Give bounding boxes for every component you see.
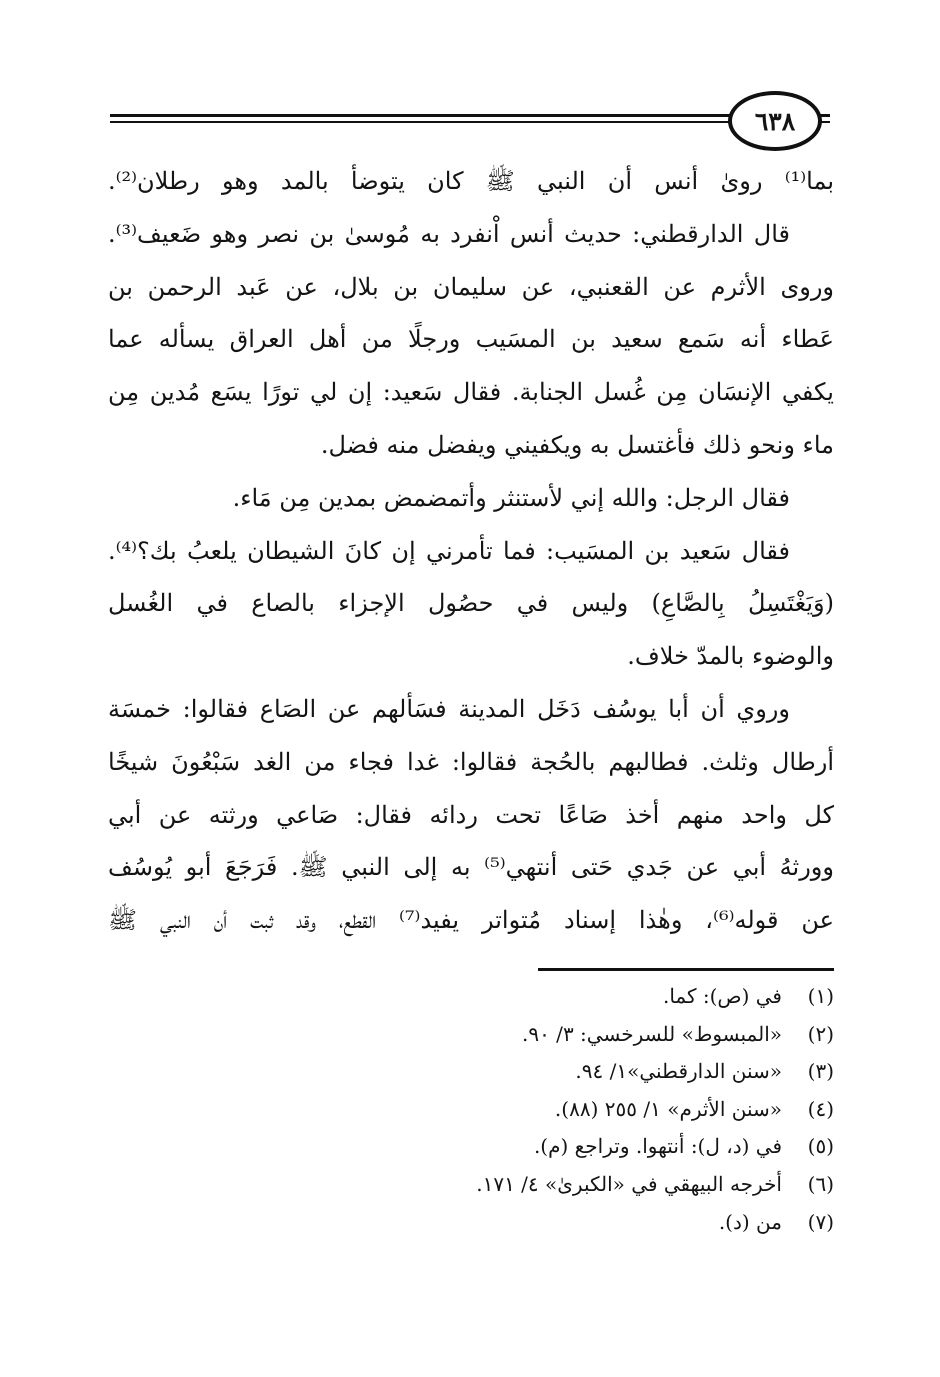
footnote-number: (٢) xyxy=(807,1021,834,1046)
text-line-9: (وَيَغْتَسِلُ بِالصَّاعِ) وليس في حصُول الإجزاء بالصاع في الغُسل xyxy=(108,589,834,618)
page-number: ٦٣٨ xyxy=(728,91,822,151)
text-line-6: ماء ونحو ذلك فأغتسل به ويكفيني ويفضل منه فضل. xyxy=(320,430,834,459)
text-line-10: والوضوء بالمدّ خلاف. xyxy=(627,642,834,671)
footnote-text: «سنن الدارقطني»١/ ٩٤. xyxy=(575,1059,782,1084)
text-line-11: وروي أن أبا يوسُف دَخَل المدينة فسَألهم عن الصَاع فقالوا: خمسَة xyxy=(108,694,790,723)
main-text xyxy=(108,155,834,947)
text-line-12: أرطال وثلث. فطالبهم بالحُجة فقالوا: غدا فجاء من الغد سَبْعُونَ شيخًا xyxy=(108,747,834,776)
header-rule-thin xyxy=(110,121,830,123)
footnote-7 xyxy=(108,1204,834,1242)
footnote-number: (٧) xyxy=(807,1209,834,1234)
footnote-2 xyxy=(108,1016,834,1054)
text-line-1: بما⁽¹⁾ روىٰ أنس أن النبي ﷺ كان يتوضأ بالمد وهو رطلان⁽²⁾. xyxy=(108,167,834,195)
footnote-text: «المبسوط» للسرخسي: ٣/ ٩٠. xyxy=(521,1021,782,1046)
text-line-2: قال الدارقطني: حديث أنس اْنفرد به مُوسىٰ بن نصر وهو ضَعيف⁽³⁾. xyxy=(108,219,790,248)
footnote-number: (١) xyxy=(807,984,834,1008)
footnote-3 xyxy=(108,1053,834,1091)
footnote-text: «سنن الأثرم» ١/ ٢٥٥ (٨٨). xyxy=(554,1096,782,1121)
footnote-number: (٥) xyxy=(807,1134,834,1159)
footnote-number: (٣) xyxy=(807,1059,834,1084)
footnote-5 xyxy=(108,1128,834,1166)
text-line-14: وورثهُ أبي عن جَدي حَتى أنتهي⁽⁵⁾ به إلى النبي ﷺ. فَرَجَعَ أبو يُوسُف xyxy=(108,853,834,882)
text-line-4: عَطاء أنه سَمع سعيد بن المسَيب ورجلًا من أهل العراق يسأله عما xyxy=(108,325,834,354)
footnote-text: في (د، ل): أنتهوا. وتراجع (م). xyxy=(533,1134,782,1159)
footnote-number: (٦) xyxy=(807,1171,834,1196)
footnote-number: (٤) xyxy=(807,1096,834,1121)
text-line-13: كل واحد منهم أخذ صَاعًا تحت ردائه فقال: صَاعي ورثته عن أبي xyxy=(108,800,834,829)
header-rule-thick xyxy=(110,114,830,117)
text-line-15: عن قوله⁽⁶⁾، وهٰذا إسناد مُتواتر يفيد⁽⁷⁾ القطع، وقد ثبت أن النبي ﷺ xyxy=(108,906,834,935)
footnote-text: من (د). xyxy=(718,1209,782,1234)
text-line-3: وروى الأثرم عن القعنبي، عن سليمان بن بلال، عن عَبد الرحمن بن xyxy=(108,272,834,301)
footnote-6 xyxy=(108,1166,834,1204)
footnotes xyxy=(108,978,834,1241)
text-line-8: فقال سَعيد بن المسَيب: فما تأمرني إن كانَ الشيطان يلعبُ بك؟⁽⁴⁾. xyxy=(108,536,790,565)
footnote-separator xyxy=(538,968,834,971)
footnote-text: أخرجه البيهقي في «الكبرىٰ» ٤/ ١٧١. xyxy=(476,1171,782,1196)
footnote-text: في (ص): كما. xyxy=(662,984,782,1008)
footnote-4 xyxy=(108,1091,834,1129)
footnote-1 xyxy=(108,978,834,1016)
page-header xyxy=(0,88,940,158)
text-line-7: فقال الرجل: والله إني لأستنثر وأتمضمض بمدين مِن مَاء. xyxy=(232,483,790,512)
text-line-5: يكفي الإنسَان مِن غُسل الجنابة. فقال سَعيد: إن لي تورًا يسَع مُدين مِن xyxy=(108,378,834,407)
